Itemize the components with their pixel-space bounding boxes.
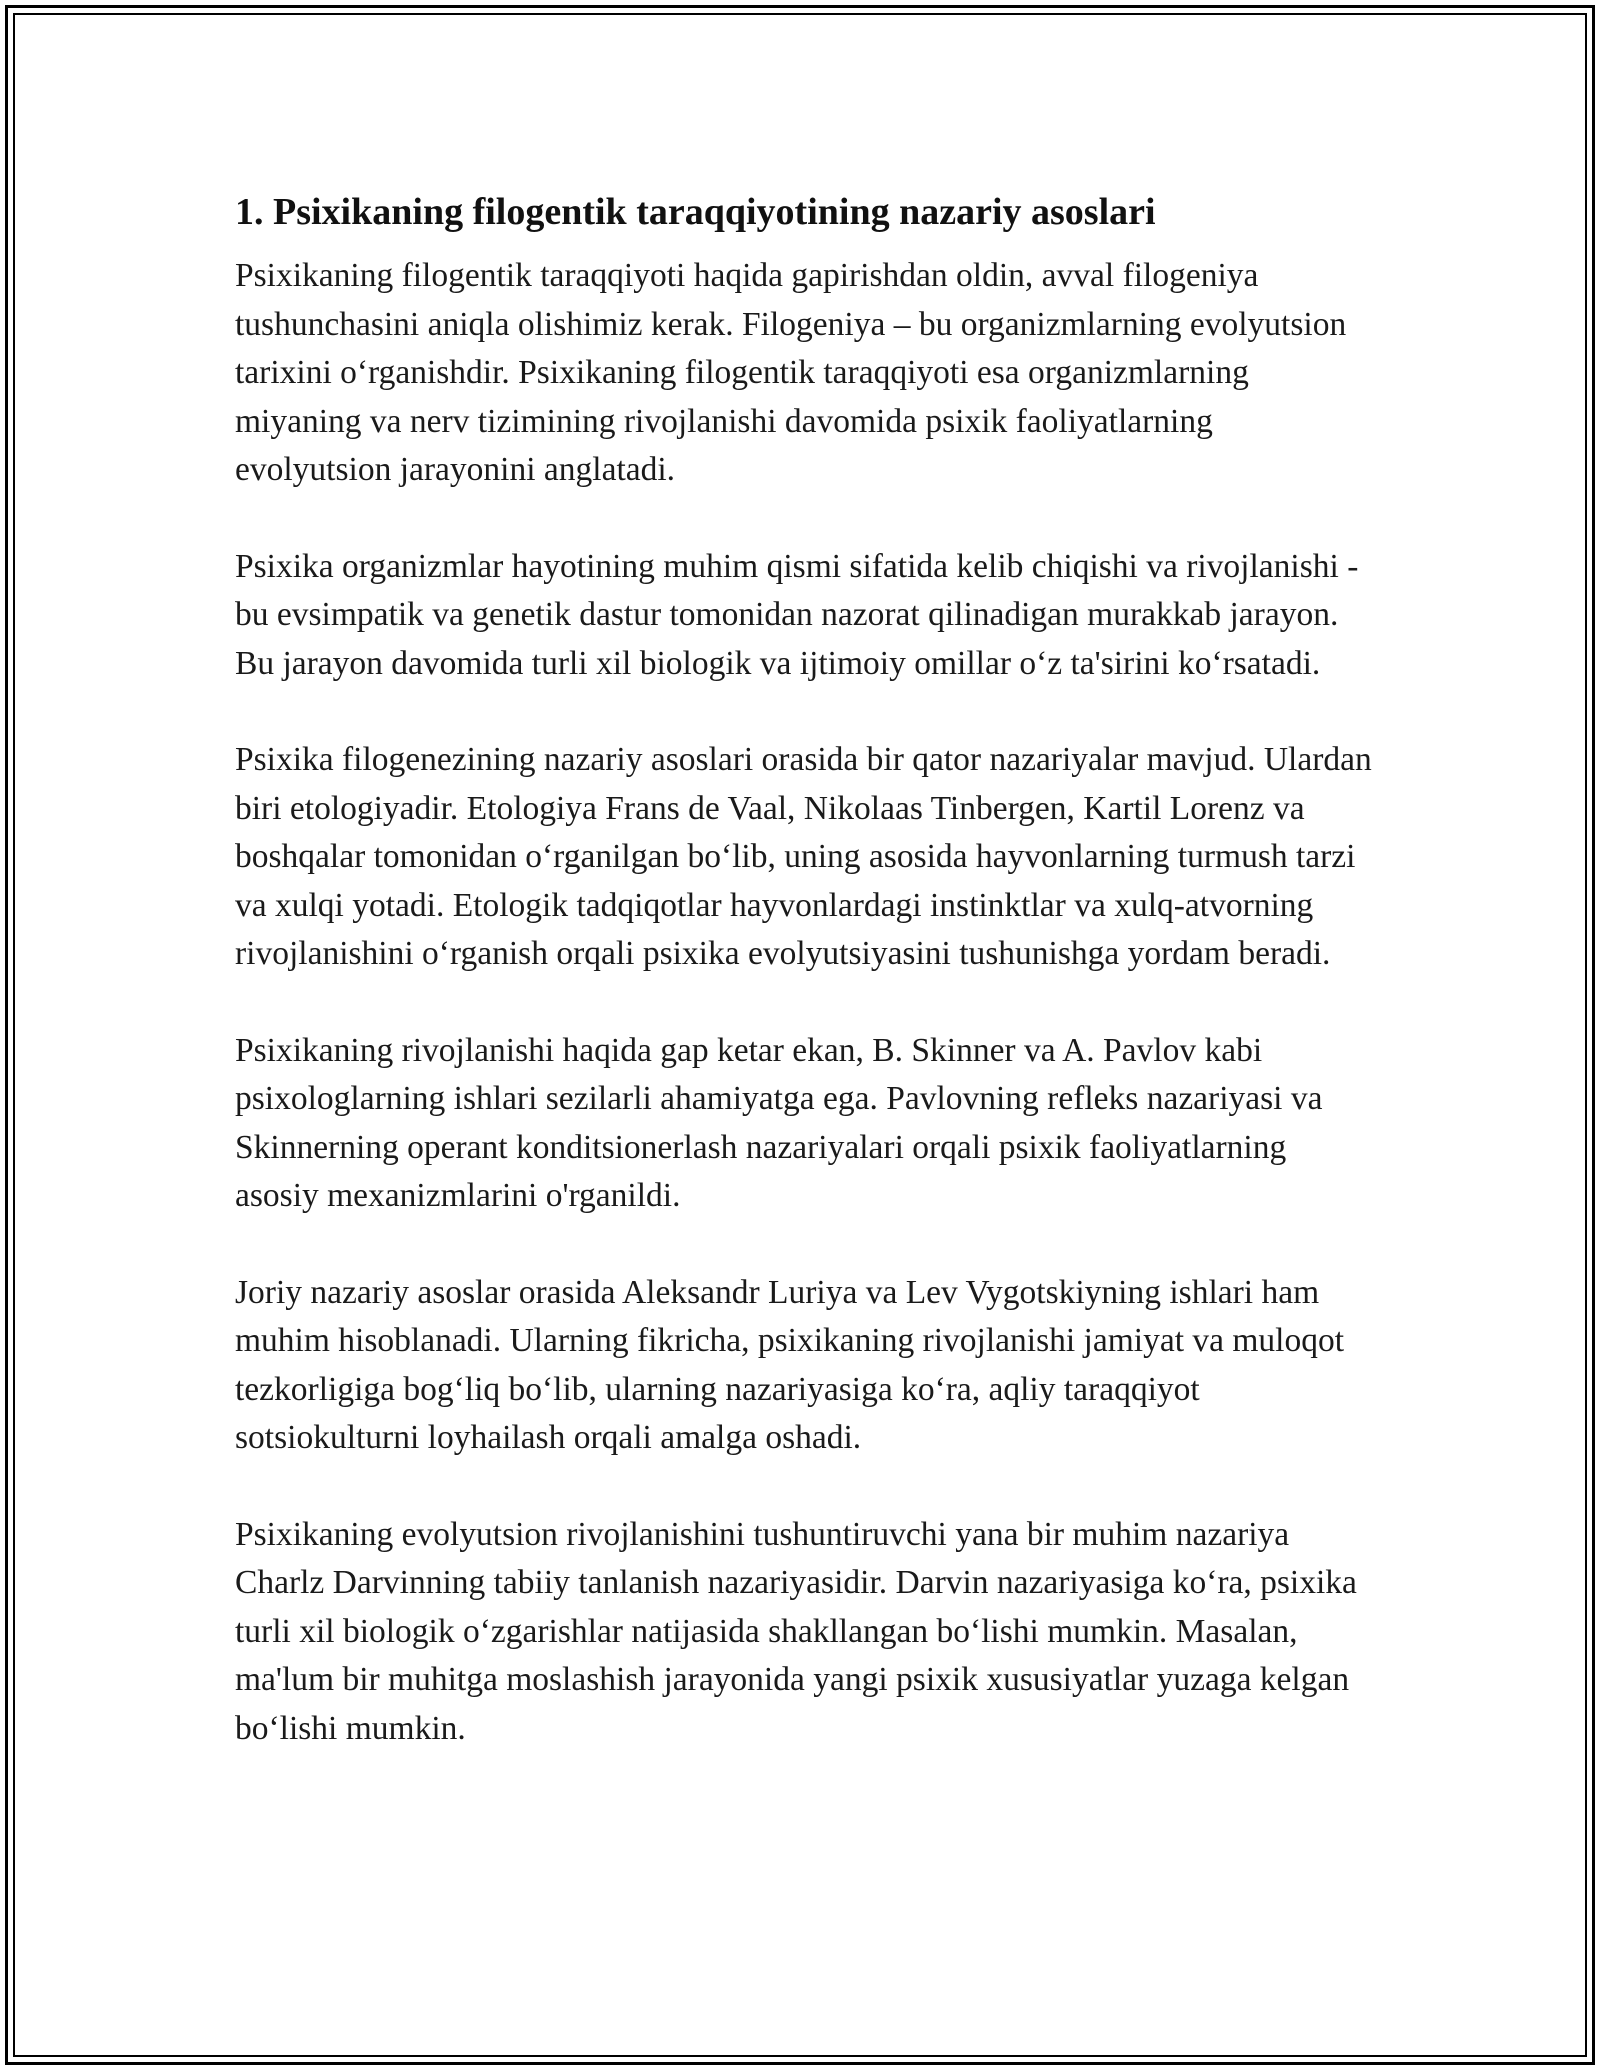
paragraph-phylogeny-intro: Psixikaning filogentik taraqqiyoti haqida gapirishdan oldin, avval filogeniya tushunchasini aniqla olishimiz kerak. Filogeniya – bu organizmlarning evolyutsion tarixini oʻrganishdir. Psixikaning filogentik taraqqiyoti esa organizmlarning miyaning va nerv tizimining rivojlanishi davomida psixik faoliyatlarning evolyutsion jarayonini anglatadi. bbox=[235, 257, 1347, 488]
section-heading: 1. Psixikaning filogentik taraqqiyotining nazariy asoslari bbox=[235, 191, 1156, 233]
paragraph-luria-vygotsky: Joriy nazariy asoslar orasida Aleksandr Luriya va Lev Vygotskiyning ishlari ham muhim hisoblanadi. Ularning fikricha, psixikaning rivojlanishi jamiyat va muloqot tezkorligiga bogʻliq boʻlib, ularning nazariyasiga koʻra, aqliy taraqqiyot sotsiokulturni loyhailash orqali amalga oshadi. bbox=[235, 1273, 1345, 1456]
paragraph-ethology: Psixika filogenezining nazariy asoslari orasida bir qator nazariyalar mavjud. Ulardan biri etologiyadir. Etologiya Frans de Vaal, Nikolaas Tinbergen, Kartil Lorenz va boshqalar tomonidan oʻrganilgan boʻlib, uning asosida hayvonlarning turmush tarzi va xulqi yotadi. Etologik tadqiqotlar hayvonlardagi instinktlar va xulq-atvorning rivojlanishini oʻrganish orqali psixika evolyutsiyasini tushunishga yordam beradi. bbox=[235, 741, 1372, 972]
paragraph-skinner-pavlov: Psixikaning rivojlanishi haqida gap ketar ekan, B. Skinner va A. Pavlov kabi psixologlarning ishlari sezilarli ahamiyatga ega. Pavlovning refleks nazariyasi va Skinnerning operant konditsionerlash nazariyalari orqali psixik faoliyatlarning asosiy mexanizmlarini o'rganildi. bbox=[235, 1031, 1323, 1214]
paragraph-darwin: Psixikaning evolyutsion rivojlanishini tushuntiruvchi yana bir muhim nazariya Charlz Darvinning tabiiy tanlanish nazariyasidir. Darvin nazariyasiga koʻra, psixika turli xil biologik oʻzgarishlar natijasida shakllangan boʻlishi mumkin. Masalan, ma'lum bir muhitga moslashish jarayonida yangi psixik xususiyatlar yuzaga kelgan boʻlishi mumkin. bbox=[235, 1515, 1357, 1747]
paragraph-psyche-origin: Psixika organizmlar hayotining muhim qismi sifatida kelib chiqishi va rivojlanishi - bu evsimpatik va genetik dastur tomonidan nazorat qilinadigan murakkab jarayon. Bu jarayon davomida turli xil biologik va ijtimoiy omillar oʻz ta'sirini koʻrsatadi. bbox=[235, 547, 1359, 682]
document-body bbox=[235, 186, 1375, 1801]
